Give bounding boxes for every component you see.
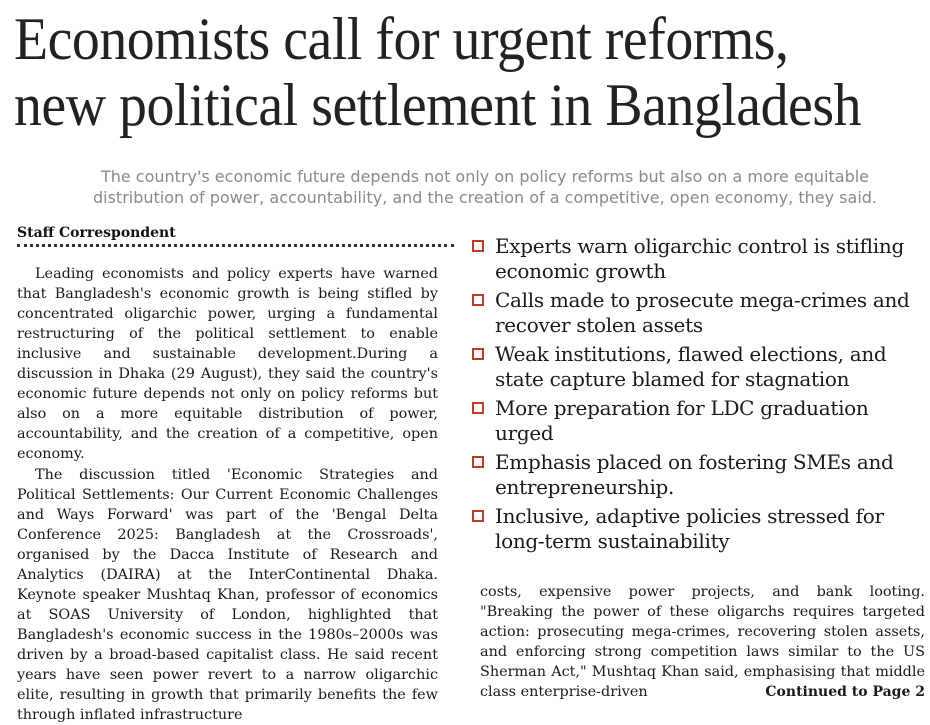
body-continuation: [480, 582, 925, 702]
highlights-list: [472, 234, 927, 558]
checkbox-bullet-icon: [472, 402, 484, 414]
highlight-item: [472, 288, 927, 338]
highlight-item: [472, 504, 927, 554]
highlight-item: [472, 342, 927, 392]
standfirst: [60, 166, 910, 208]
article-body-left-column: [17, 264, 438, 725]
highlight-item: [472, 450, 927, 500]
byline-divider: [17, 244, 454, 247]
highlight-text: Experts warn oligarchic control is stifling economic growth: [495, 234, 904, 283]
byline: Staff Correspondent: [17, 225, 176, 241]
headline-line-2: new political settlement in Bangladesh: [14, 72, 862, 138]
highlight-item: [472, 396, 927, 446]
headline-line-1: Economists call for urgent reforms,: [14, 6, 789, 72]
checkbox-bullet-icon: [472, 456, 484, 468]
body-paragraph-1: Leading economists and policy experts have warned that Bangladesh's economic growth is being stifled by concentrated oligarchic power, urging a fundamental restructuring of the political settlement to enable inclusive and sustainable development.During a discussion in Dhaka (29 August), they said the country's economic future depends not only on policy reforms but also on a more equitable distribution of power, accountability, and the creation of a competitive, open economy.: [17, 266, 438, 462]
continued-to-page-label: Continued to Page 2: [765, 684, 925, 700]
highlight-text: Emphasis placed on fostering SMEs and entrepreneurship.: [495, 450, 894, 499]
highlight-text: Weak institutions, flawed elections, and state capture blamed for stagnation: [495, 342, 887, 391]
checkbox-bullet-icon: [472, 510, 484, 522]
checkbox-bullet-icon: [472, 240, 484, 252]
standfirst-line-2: distribution of power, accountability, and the creation of a competitive, open economy, they said.: [92, 188, 878, 207]
body-continuation-text: costs, expensive power projects, and bank looting. "Breaking the power of these oligarchs requires targeted action: prosecuting mega-crimes, recovering stolen assets, and enforcing strong competition laws similar to the US Sherman Act," Mushtaq Khan said, emphasising that middle class enterprise-driven: [480, 584, 925, 700]
headline: [14, 6, 860, 138]
highlight-text: More preparation for LDC graduation urged: [495, 396, 869, 445]
standfirst-line-1: The country's economic future depends not only on policy reforms but also on a more equitable: [100, 167, 870, 186]
highlight-text: Inclusive, adaptive policies stressed for long-term sustainability: [495, 504, 884, 553]
highlight-text: Calls made to prosecute mega-crimes and recover stolen assets: [495, 288, 910, 337]
body-paragraph-2: The discussion titled 'Economic Strategies and Political Settlements: Our Current Economic Challenges and Ways Forward' was part of the 'Bengal Delta Conference 2025: Bangladesh at the Crossroads', organised by the Dacca Institute of Research and Analytics (DAIRA) at the InterContinental Dhaka. Keynote speaker Mushtaq Khan, professor of economics at SOAS University of London, highlighted that Bangladesh's economic success in the 1980s–2000s was driven by a broad-based capitalist class. He said recent years have seen power revert to a narrow oligarchic elite, resulting in growth that primarily benefits the few through inflated infrastructure: [17, 467, 438, 723]
article-body-right-column: [480, 582, 925, 702]
highlight-item: [472, 234, 927, 284]
checkbox-bullet-icon: [472, 294, 484, 306]
checkbox-bullet-icon: [472, 348, 484, 360]
